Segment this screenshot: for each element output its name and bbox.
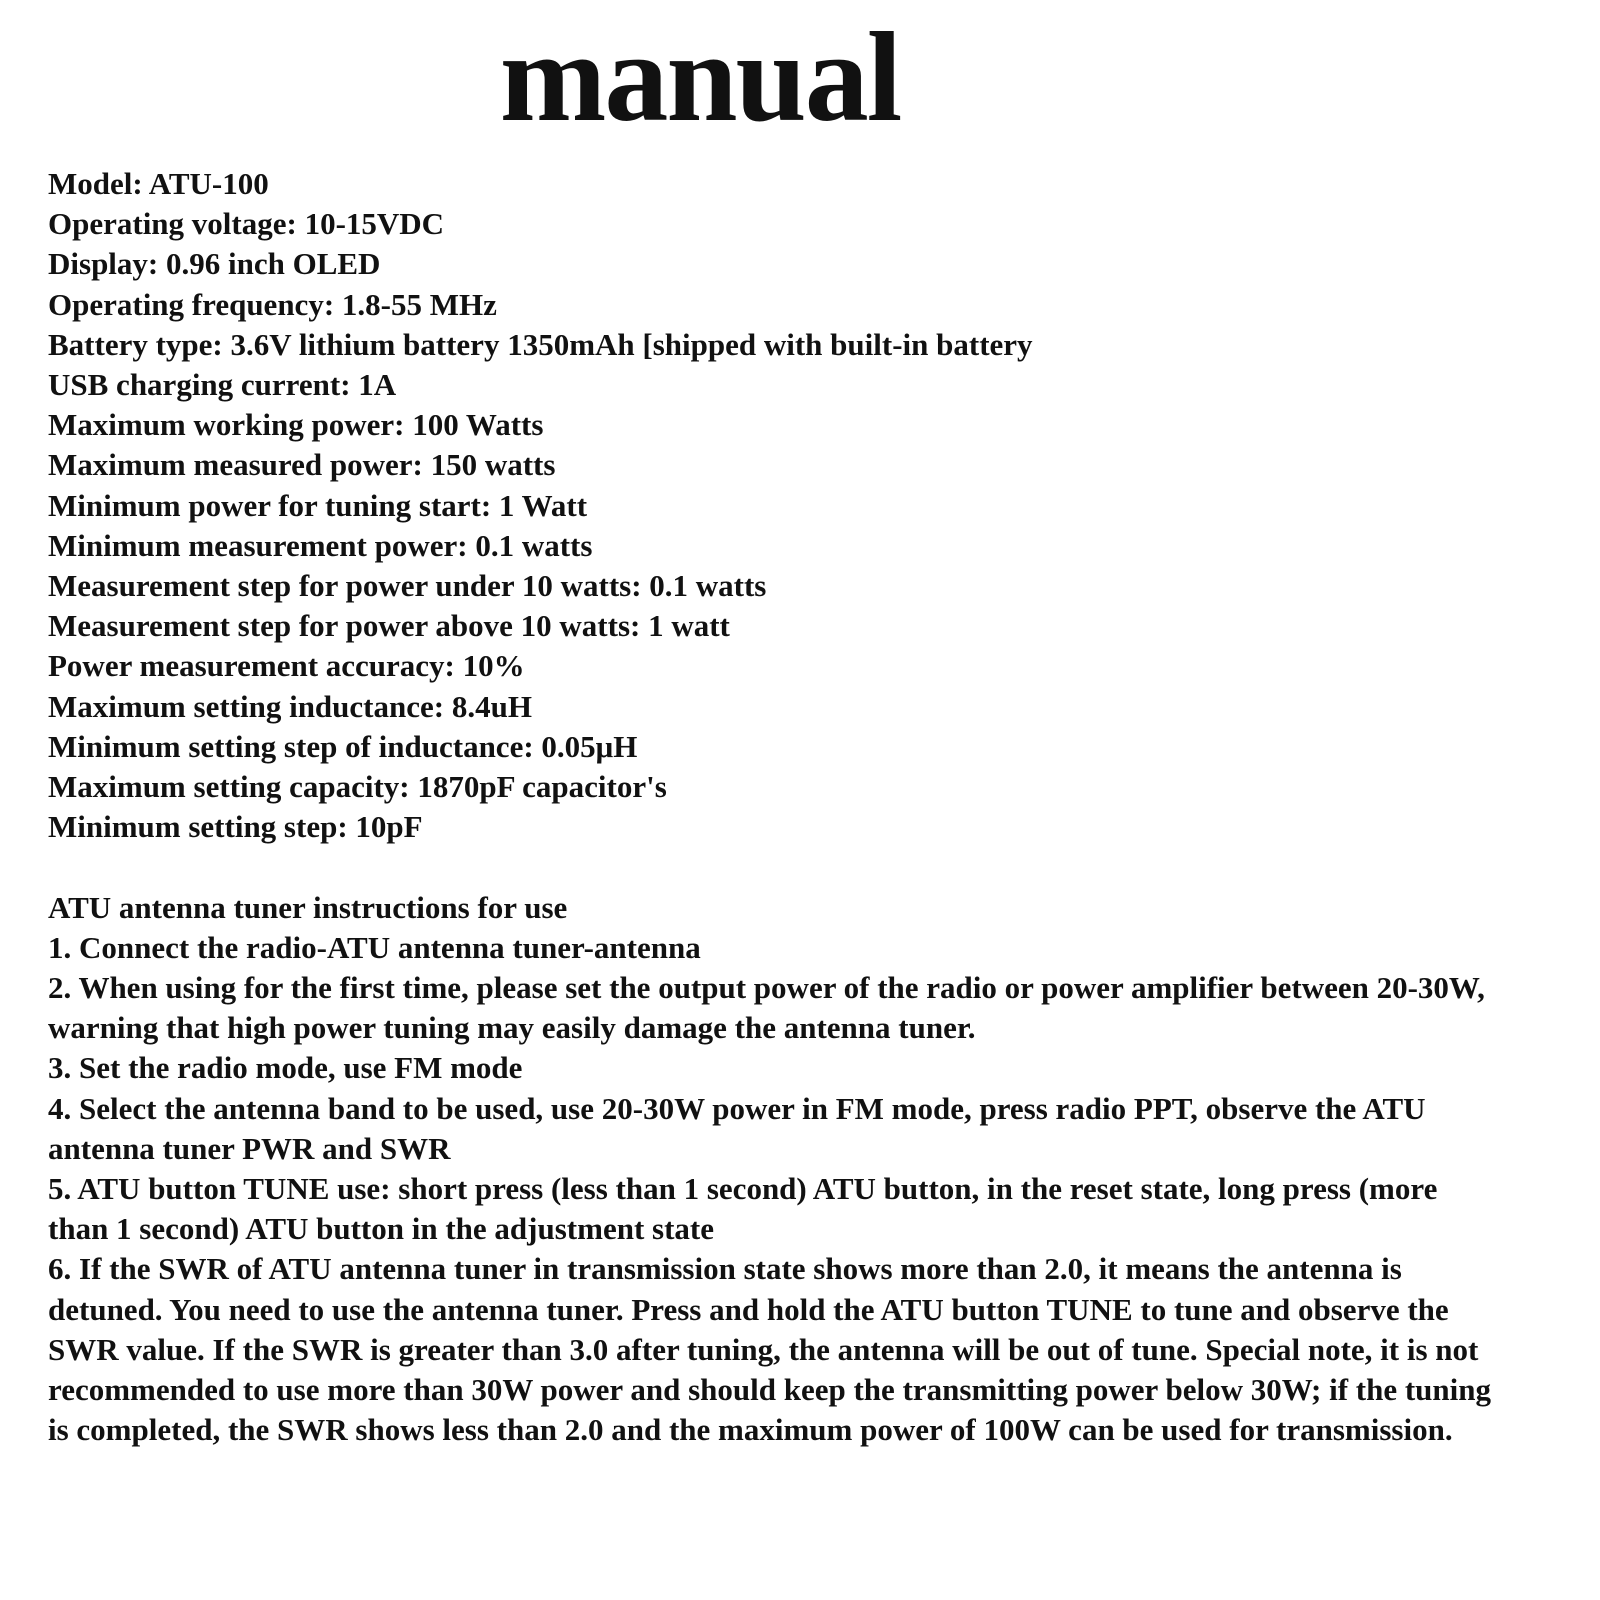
spec-max-measured-power: Maximum measured power: 150 watts	[48, 447, 556, 483]
spec-max-capacity: Maximum setting capacity: 1870pF capacitor's	[48, 769, 667, 805]
instruction-line: SWR value. If the SWR is greater than 3.0 after tuning, the antenna will be out of tune. Special note, it is not	[48, 1331, 1479, 1367]
instruction-line: than 1 second) ATU button in the adjustment state	[48, 1211, 714, 1247]
specifications-list	[48, 164, 1578, 847]
page-title: manual	[499, 6, 901, 148]
instruction-line: 2. When using for the first time, please set the output power of the radio or power amplifier between 20-30W,	[48, 970, 1485, 1006]
spec-min-tuning-power: Minimum power for tuning start: 1 Watt	[48, 487, 588, 523]
manual-body	[48, 164, 1578, 1450]
instruction-line: 1. Connect the radio-ATU antenna tuner-antenna	[48, 929, 701, 965]
spec-operating-voltage: Operating voltage: 10-15VDC	[48, 206, 445, 242]
instruction-line: recommended to use more than 30W power and should keep the transmitting power below 30W; if the tuning	[48, 1372, 1491, 1408]
spec-model: Model: ATU-100	[48, 166, 269, 201]
section-gap	[48, 847, 1578, 887]
spec-step-above-10w: Measurement step for power above 10 watts: 1 watt	[48, 608, 730, 644]
instructions-heading: ATU antenna tuner instructions for use	[48, 889, 568, 925]
instruction-line: detuned. You need to use the antenna tuner. Press and hold the ATU button TUNE to tune and observe the	[48, 1291, 1449, 1327]
instruction-line: antenna tuner PWR and SWR	[48, 1130, 451, 1166]
instructions-section	[48, 888, 1578, 1451]
spec-max-inductance: Maximum setting inductance: 8.4uH	[48, 688, 532, 724]
spec-display: Display: 0.96 inch OLED	[48, 246, 381, 282]
instruction-line: warning that high power tuning may easily damage the antenna tuner.	[48, 1010, 976, 1046]
spec-power-accuracy: Power measurement accuracy: 10%	[48, 648, 525, 684]
spec-min-inductance-step: Minimum setting step of inductance: 0.05μH	[48, 728, 638, 764]
spec-min-capacity-step: Minimum setting step: 10pF	[48, 809, 423, 845]
instruction-line: 6. If the SWR of ATU antenna tuner in transmission state shows more than 2.0, it means the antenna is	[48, 1251, 1402, 1287]
spec-battery-type: Battery type: 3.6V lithium battery 1350mAh [shipped with built-in battery	[48, 326, 1033, 362]
instruction-line: is completed, the SWR shows less than 2.0 and the maximum power of 100W can be used for transmission.	[48, 1412, 1453, 1448]
instruction-line: 4. Select the antenna band to be used, use 20-30W power in FM mode, press radio PPT, observe the ATU	[48, 1090, 1426, 1126]
spec-min-measurement-power: Minimum measurement power: 0.1 watts	[48, 527, 593, 563]
spec-usb-charging-current: USB charging current: 1A	[48, 367, 397, 403]
spec-max-working-power: Maximum working power: 100 Watts	[48, 407, 544, 443]
spec-step-under-10w: Measurement step for power under 10 watts: 0.1 watts	[48, 568, 767, 604]
spec-operating-frequency: Operating frequency: 1.8-55 MHz	[48, 286, 497, 322]
instruction-line: 5. ATU button TUNE use: short press (less than 1 second) ATU button, in the reset state, long press (more	[48, 1171, 1438, 1207]
instruction-line: 3. Set the radio mode, use FM mode	[48, 1050, 523, 1086]
